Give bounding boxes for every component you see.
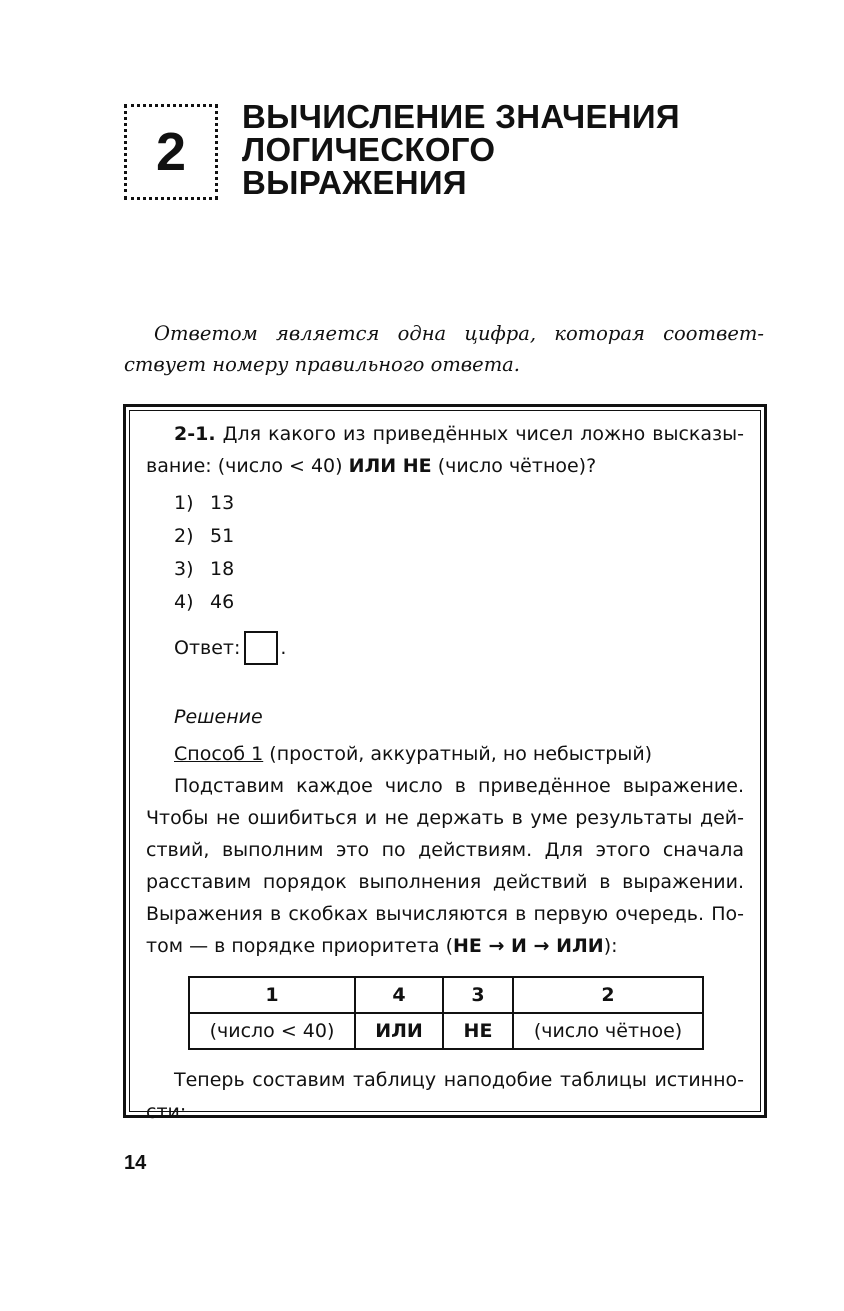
question-text: вание: (число < 40) [146,455,343,477]
solution-line: Чтобы не ошибиться и не держать в уме результаты дей- [146,807,744,829]
solution-line: сти: [146,1101,187,1123]
solution-line: Теперь составим таблицу наподобие таблицы истинно- [174,1069,744,1091]
solution-label: Решение [174,706,263,728]
answer-dot: . [280,637,287,659]
option-number: 3) [174,557,194,580]
table-cell: 2 [513,977,703,1013]
table-cell: 4 [355,977,443,1013]
table-cell: НЕ [443,1013,513,1049]
table-cell: ИЛИ [355,1013,443,1049]
answer-options [146,486,744,618]
chapter-title-line: ВЫРАЖЕНИЯ [242,164,467,201]
table-cell: (число чётное) [513,1013,703,1049]
option-number: 4) [174,590,194,613]
chapter-title-line: ВЫЧИСЛЕНИЕ ЗНАЧЕНИЯ [242,98,680,135]
solution-line: Выражения в скобках вычисляются в первую очередь. По- [146,903,744,925]
answer-box[interactable] [244,631,278,665]
solution-line: Подставим каждое число в приведённое выражение. [174,775,744,797]
option-number: 1) [174,491,194,514]
task-question-line [146,418,744,450]
option-value: 13 [210,491,235,514]
solution-text: том — в порядке приоритета ( [146,935,454,957]
chapter-number [124,104,218,200]
option-number: 2) [174,524,194,547]
intro-line: ствует номеру правильного ответа. [124,353,521,376]
logical-operator: ИЛИ НЕ [348,455,432,477]
question-text: Для какого из приведённых чисел ложно высказы- [222,423,744,445]
task-question-line [146,450,744,482]
task-number: 2-1. [174,423,216,445]
solution-line [146,930,744,962]
priority-order: НЕ → И → ИЛИ [453,935,604,957]
table-cell: 1 [189,977,355,1013]
intro-note [124,318,764,380]
method-title: Способ 1 [174,743,264,765]
option-value: 46 [210,590,235,613]
answer-option [174,486,744,519]
method-heading [146,738,744,770]
solution-line: ствий, выполним это по действиям. Для этого сначала [146,839,744,861]
intro-line: Ответом является одна цифра, которая соответ- [154,322,764,345]
table-cell: 3 [443,977,513,1013]
chapter-title-line: ЛОГИЧЕСКОГО [242,131,496,168]
answer-label: Ответ: [174,637,241,659]
closing-paragraph [146,1064,744,1128]
operation-order-table [188,976,704,1050]
option-value: 51 [210,524,235,547]
method-note: (простой, аккуратный, но небыстрый) [269,743,653,765]
table-row [189,977,703,1013]
answer-option [174,519,744,552]
option-value: 18 [210,557,235,580]
chapter-title [242,100,712,199]
question-text: (число чётное)? [437,455,597,477]
table-row [189,1013,703,1049]
solution-line: расставим порядок выполнения действий в выражении. [146,871,744,893]
table-cell: (число < 40) [189,1013,355,1049]
solution-text: ): [603,935,618,957]
answer-option [174,585,744,618]
page-number: 14 [124,1152,147,1174]
task-content [146,418,744,1128]
answer-row [146,628,744,668]
chapter-number-text: 2 [155,122,187,182]
answer-option [174,552,744,585]
